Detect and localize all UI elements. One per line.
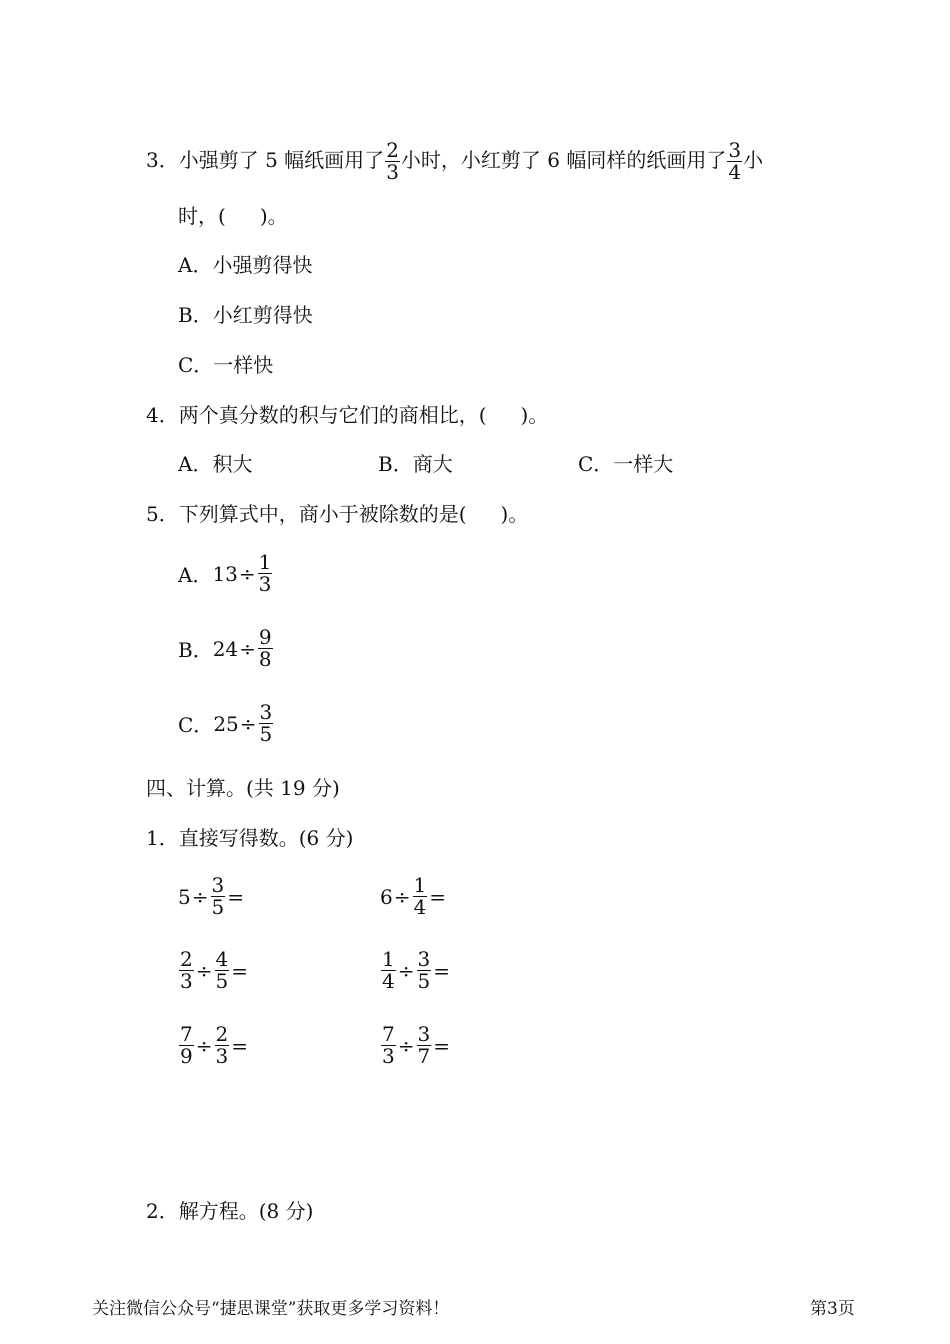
q5-option-b[interactable]: B． 24 ÷ $\frac{9}{8}$ bbox=[178, 625, 272, 671]
fraction: $\frac{2}{3}$ bbox=[386, 138, 399, 184]
calc-expression-5: $\frac{7}{9}$ ÷ $\frac{2}{3}$ = bbox=[180, 1022, 248, 1068]
fraction: $\frac{9}{8}$ bbox=[258, 625, 272, 671]
fraction: $\frac{1}{4}$ bbox=[413, 873, 427, 919]
fraction: $\frac{2}{3}$ bbox=[215, 1022, 229, 1068]
q3-option-b[interactable]: B．小红剪得快 bbox=[178, 303, 313, 327]
calc-expression-4: $\frac{1}{4}$ ÷ $\frac{3}{5}$ = bbox=[382, 947, 450, 993]
fraction: $\frac{3}{5}$ bbox=[259, 700, 273, 746]
fraction: $\frac{3}{4}$ bbox=[728, 138, 742, 184]
fraction: $\frac{1}{4}$ bbox=[382, 947, 395, 993]
fraction: $\frac{4}{5}$ bbox=[215, 947, 229, 993]
fraction: $\frac{3}{5}$ bbox=[417, 947, 431, 993]
fraction: $\frac{1}{3}$ bbox=[258, 550, 272, 596]
q4-option-a[interactable]: A．积大 bbox=[178, 452, 253, 476]
calc-expression-6: $\frac{7}{3}$ ÷ $\frac{3}{7}$ = bbox=[382, 1022, 450, 1068]
section-heading: 四、计算。(共 19 分) bbox=[146, 776, 340, 800]
fraction: $\frac{7}{3}$ bbox=[382, 1022, 395, 1068]
part1-heading: 1．直接写得数。(6 分) bbox=[146, 826, 354, 850]
q3-line1 bbox=[146, 140, 763, 183]
q4-line: 4．两个真分数的积与它们的商相比，( )。 bbox=[146, 403, 549, 427]
page-number: 第3页 bbox=[810, 1299, 855, 1319]
fraction: $\frac{2}{3}$ bbox=[180, 947, 193, 993]
q3-option-a[interactable]: A．小强剪得快 bbox=[178, 253, 313, 277]
fraction: $\frac{3}{7}$ bbox=[417, 1022, 431, 1068]
calc-expression-2: 6 ÷ $\frac{1}{4}$ = bbox=[380, 873, 446, 919]
q3-option-c[interactable]: C．一样快 bbox=[178, 353, 274, 377]
q3-line2: 时，( )。 bbox=[178, 204, 288, 228]
q5-option-c[interactable]: C． 25 ÷ $\frac{3}{5}$ bbox=[178, 700, 273, 746]
calc-expression-1: 5 ÷ $\frac{3}{5}$ = bbox=[178, 873, 244, 919]
part2-heading: 2．解方程。(8 分) bbox=[146, 1199, 314, 1223]
q3-text-3: 小 bbox=[743, 148, 764, 172]
q5-line: 5．下列算式中，商小于被除数的是( )。 bbox=[146, 502, 529, 526]
fraction: $\frac{7}{9}$ bbox=[180, 1022, 193, 1068]
footer-note: 关注微信公众号“捷思课堂”获取更多学习资料！ bbox=[92, 1299, 450, 1319]
q4-option-b[interactable]: B．商大 bbox=[378, 452, 453, 476]
fraction: $\frac{3}{5}$ bbox=[211, 873, 225, 919]
q3-number: 3． bbox=[146, 148, 179, 172]
q4-option-c[interactable]: C．一样大 bbox=[578, 452, 674, 476]
q5-option-a[interactable]: A． 13 ÷ $\frac{1}{3}$ bbox=[178, 550, 272, 596]
q3-text-2: 小时，小红剪了 6 幅同样的纸画用了 bbox=[400, 148, 727, 172]
calc-expression-3: $\frac{2}{3}$ ÷ $\frac{4}{5}$ = bbox=[180, 947, 248, 993]
q3-text-1: 小强剪了 5 幅纸画用了 bbox=[178, 148, 385, 172]
